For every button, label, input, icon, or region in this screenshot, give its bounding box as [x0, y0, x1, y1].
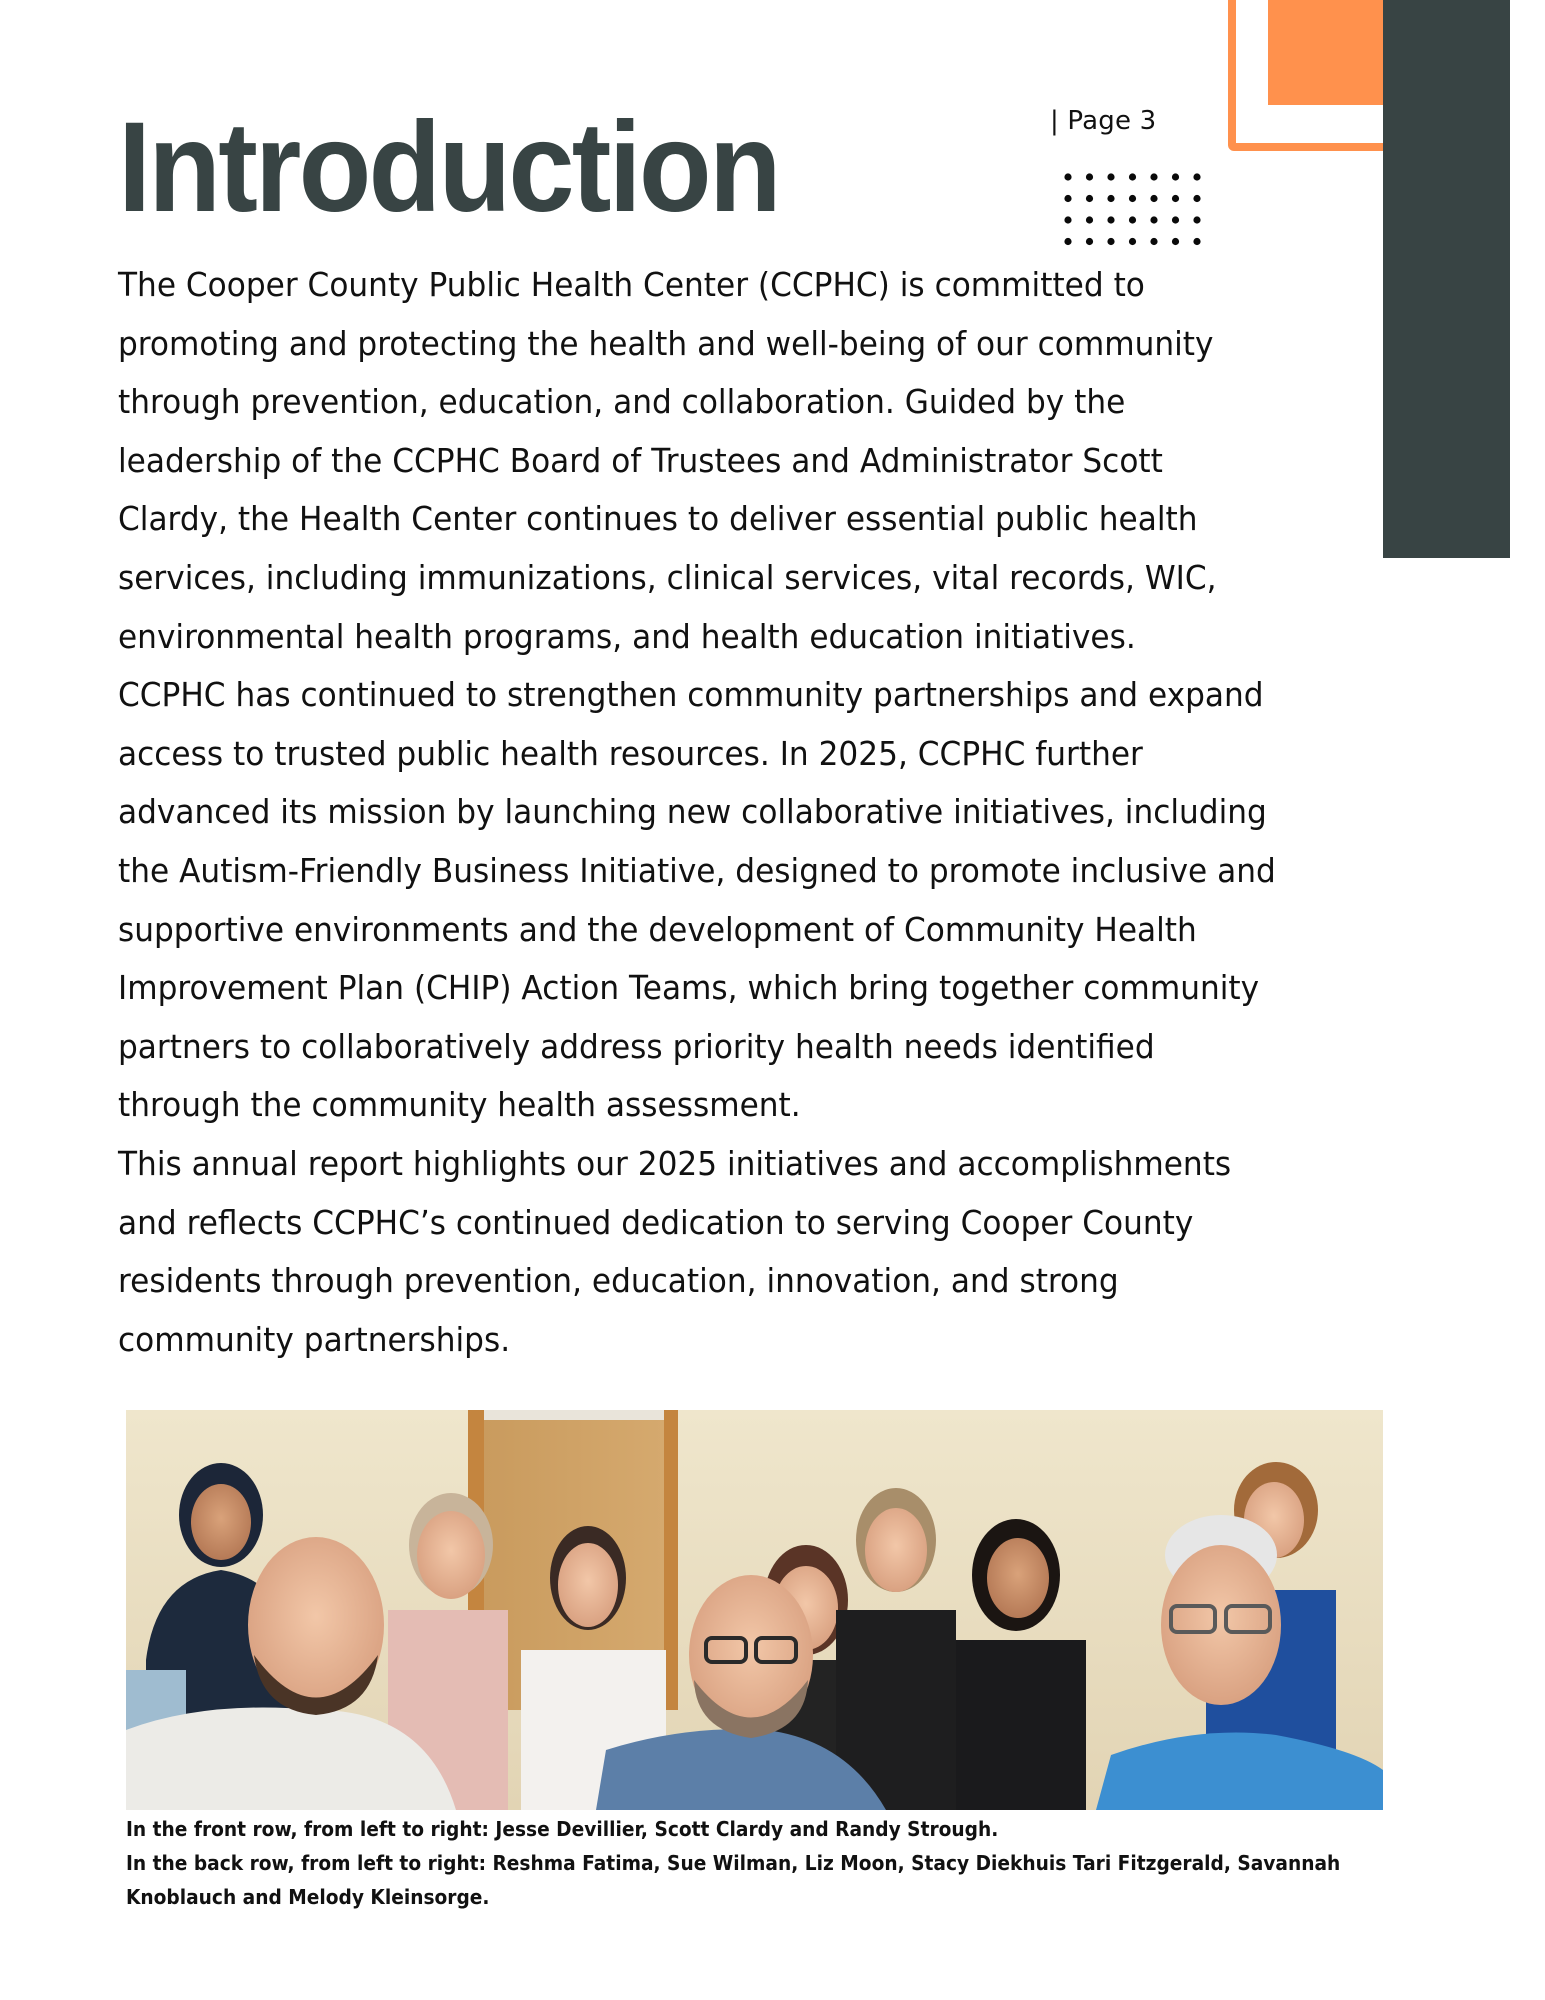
body-line: supportive environments and the development of Community Health — [118, 909, 1197, 949]
body-line: services, including immunizations, clinical services, vital records, WIC, — [118, 557, 1217, 597]
dot — [1193, 216, 1200, 223]
dot — [1150, 216, 1157, 223]
dot — [1193, 195, 1200, 202]
body-line: leadership of the CCPHC Board of Trustees and Administrator Scott — [118, 440, 1163, 480]
body-line: residents through prevention, education, innovation, and strong — [118, 1261, 1119, 1301]
group-photo-illustration — [126, 1410, 1383, 1810]
page-title: Introduction — [118, 96, 779, 239]
dot — [1150, 238, 1157, 245]
dot — [1172, 216, 1179, 223]
body-line: through the community health assessment. — [118, 1085, 801, 1125]
staff-group-photo — [126, 1410, 1383, 1810]
dot — [1129, 195, 1136, 202]
dot — [1064, 173, 1071, 180]
body-line: advanced its mission by launching new collaborative initiatives, including — [118, 792, 1267, 832]
paragraph-partnerships — [118, 666, 1448, 1135]
dot — [1172, 195, 1179, 202]
dot — [1193, 238, 1200, 245]
body-line: CCPHC has continued to strengthen community partnerships and expand — [118, 675, 1264, 715]
dot — [1086, 216, 1093, 223]
dot — [1129, 216, 1136, 223]
photo-caption — [126, 1812, 1426, 1914]
page-number: | Page 3 — [1050, 106, 1157, 136]
dot — [1107, 216, 1114, 223]
dot — [1129, 173, 1136, 180]
body-line: community partnerships. — [118, 1319, 511, 1359]
body-line: This annual report highlights our 2025 initiatives and accomplishments — [118, 1143, 1232, 1183]
dot — [1150, 195, 1157, 202]
body-line: environmental health programs, and health education initiatives. — [118, 616, 1136, 656]
dot — [1086, 238, 1093, 245]
dot — [1064, 216, 1071, 223]
body-line: Clardy, the Health Center continues to deliver essential public health — [118, 499, 1198, 539]
body-line: through prevention, education, and collaboration. Guided by the — [118, 382, 1126, 422]
body-line: the Autism-Friendly Business Initiative, designed to promote inclusive and — [118, 850, 1276, 890]
dot — [1172, 238, 1179, 245]
body-line: and reflects CCPHC’s continued dedication to serving Cooper County — [118, 1202, 1194, 1242]
body-line: partners to collaboratively address priority health needs identified — [118, 1026, 1155, 1066]
caption-front-row: In the front row, from left to right: Jesse Devillier, Scott Clardy and Randy Strough. — [126, 1817, 999, 1841]
body-line: promoting and protecting the health and well-being of our community — [118, 323, 1214, 363]
dot — [1150, 173, 1157, 180]
caption-back-row-continued: Knoblauch and Melody Kleinsorge. — [126, 1885, 490, 1909]
paragraph-mission — [118, 256, 1448, 666]
dot-grid-decoration — [1060, 170, 1210, 256]
introduction-body — [118, 256, 1448, 1369]
dot — [1086, 173, 1093, 180]
caption-back-row: In the back row, from left to right: Reshma Fatima, Sue Wilman, Liz Moon, Stacy Diekhuis Tari Fitzgerald, Savannah — [126, 1851, 1341, 1875]
dot — [1064, 238, 1071, 245]
dot — [1086, 195, 1093, 202]
dot — [1107, 173, 1114, 180]
dot — [1129, 238, 1136, 245]
orange-square-block — [1268, 0, 1388, 105]
dot — [1172, 173, 1179, 180]
dot — [1193, 173, 1200, 180]
body-line: access to trusted public health resources. In 2025, CCPHC further — [118, 733, 1143, 773]
body-line: Improvement Plan (CHIP) Action Teams, which bring together community — [118, 968, 1260, 1008]
dot — [1107, 238, 1114, 245]
paragraph-annual-report — [118, 1135, 1448, 1369]
body-line: The Cooper County Public Health Center (CCPHC) is committed to — [118, 265, 1145, 304]
dot — [1064, 195, 1071, 202]
dot — [1107, 195, 1114, 202]
